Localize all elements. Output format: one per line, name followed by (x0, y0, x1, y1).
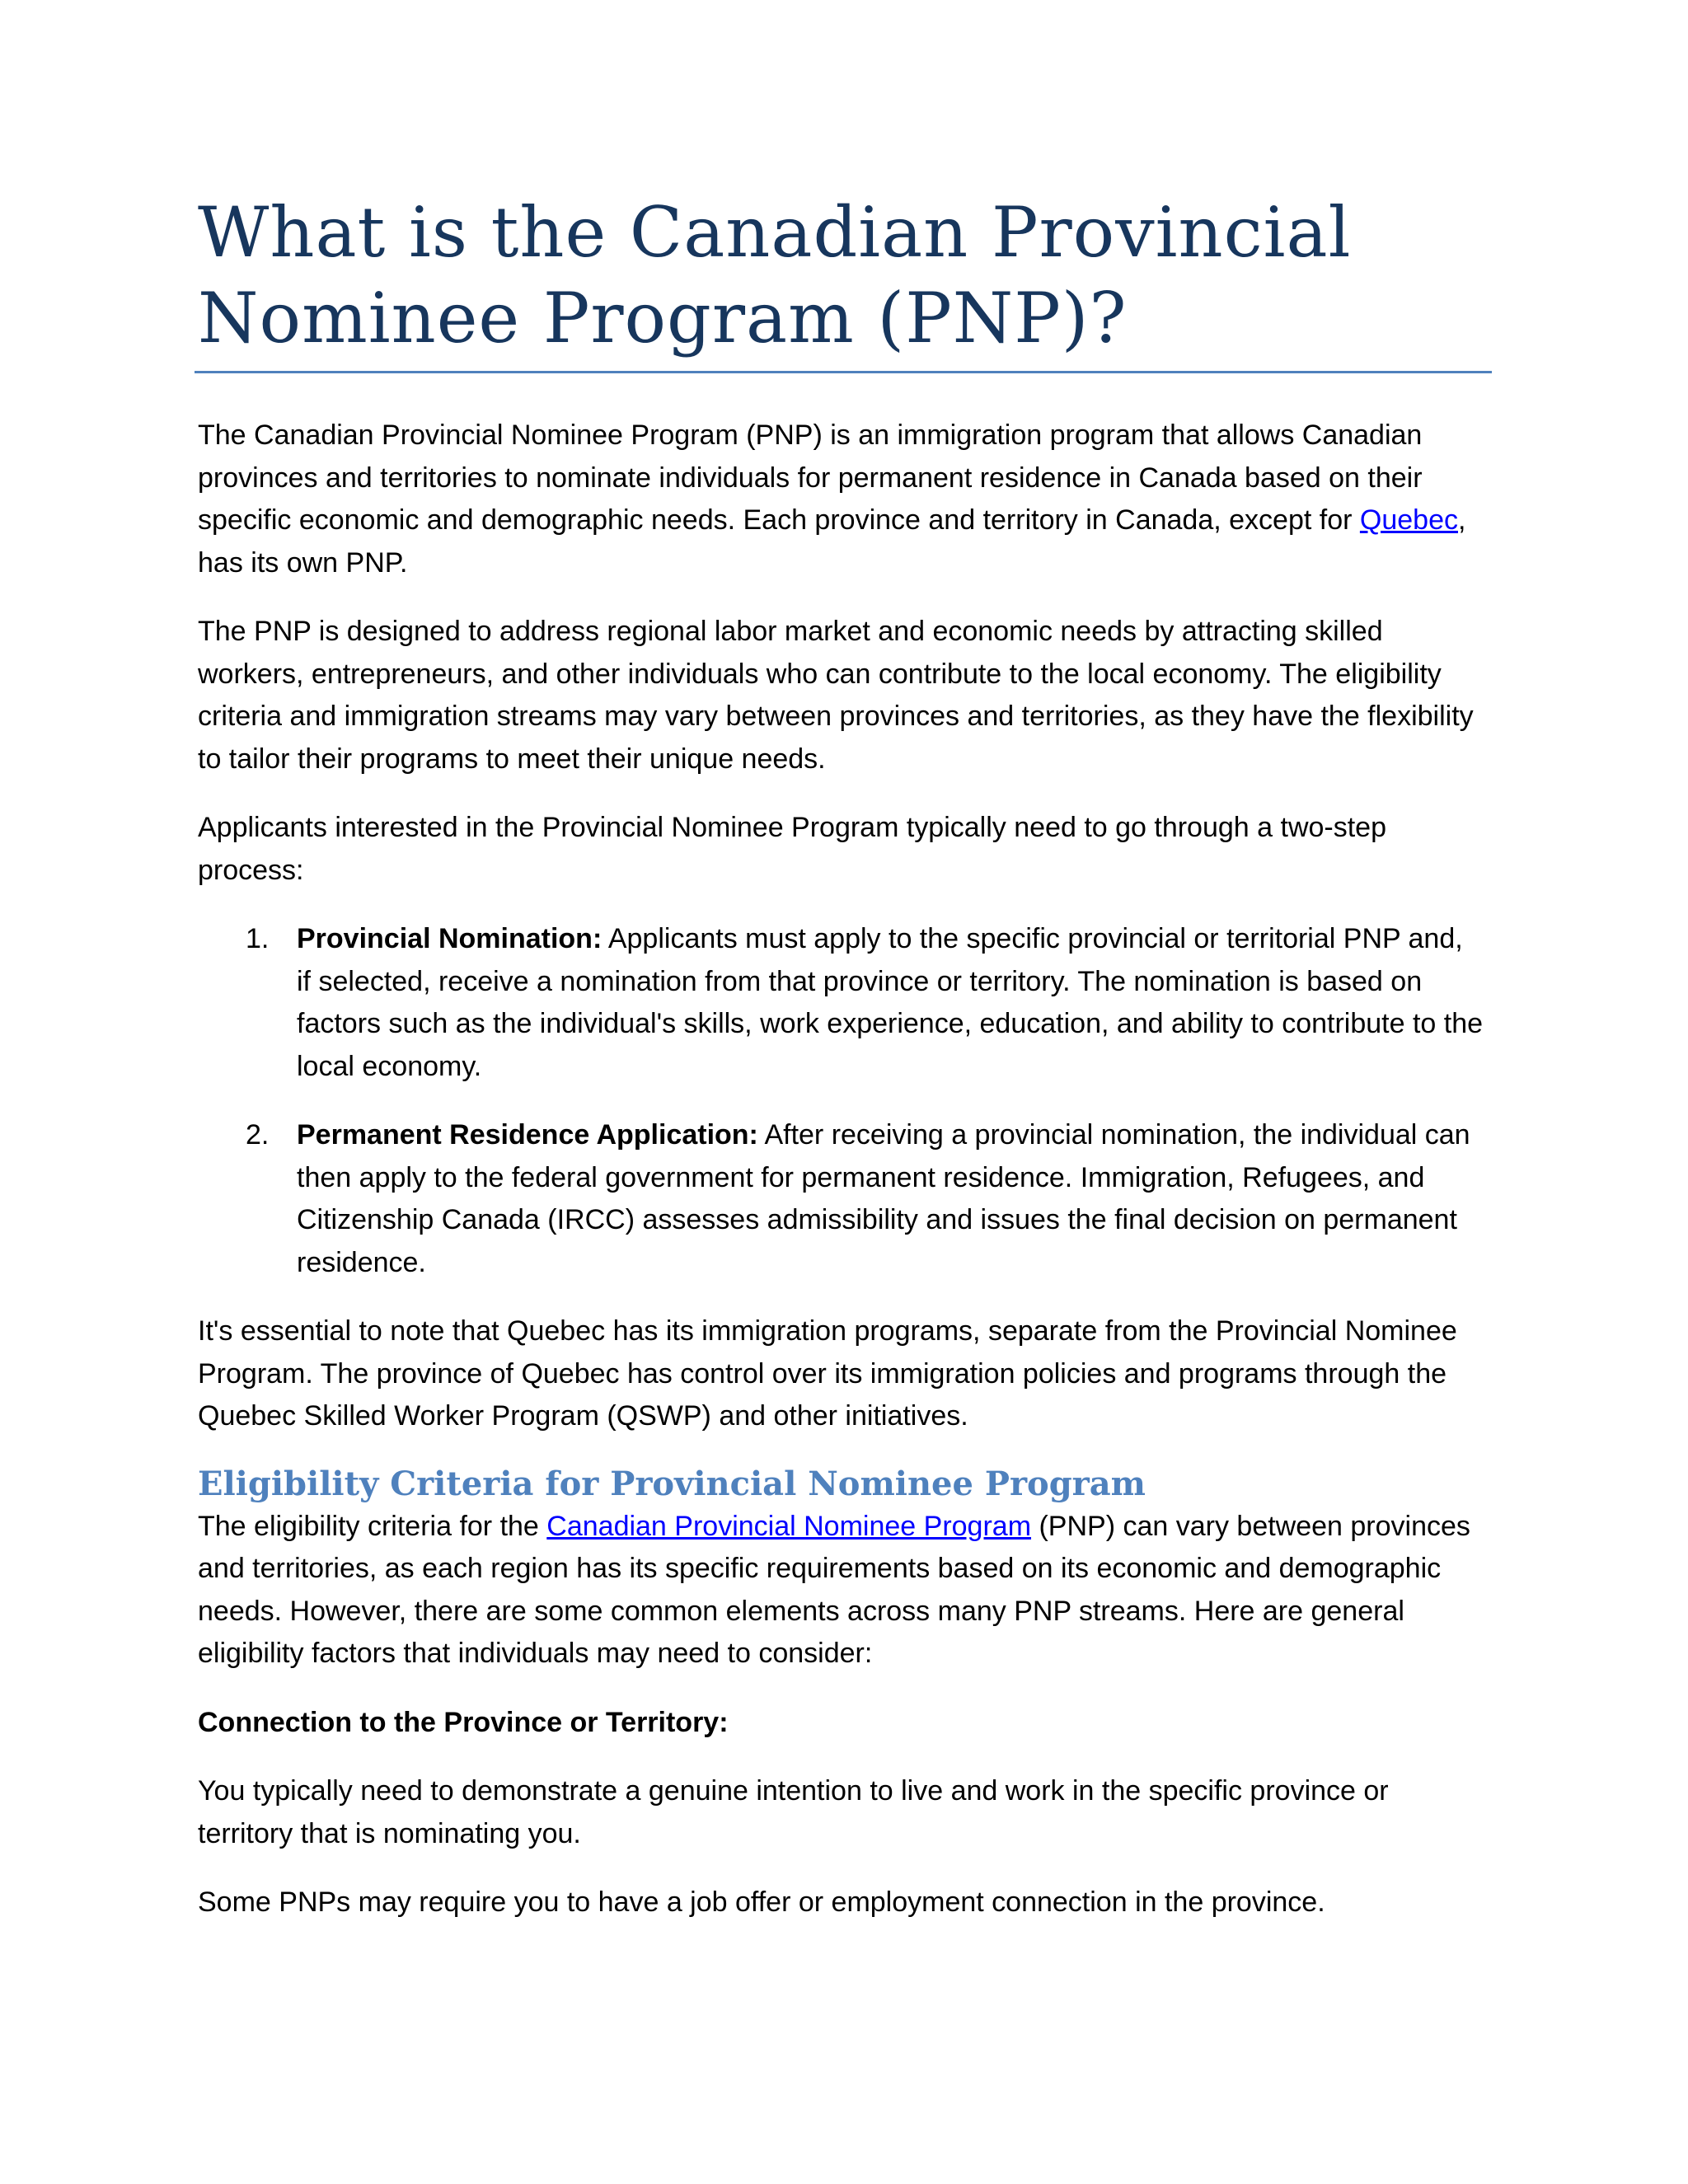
page-title: What is the Canadian Provincial Nominee Program (PNP)? (198, 192, 1352, 359)
two-step-intro-paragraph: Applicants interested in the Provincial Nominee Program typically need to go through a two-step process: (198, 812, 1386, 886)
connection-subheading: Connection to the Province or Territory: (198, 1706, 729, 1738)
intro-paragraph (198, 415, 1484, 584)
canadian-pnp-link[interactable]: Canadian Provincial Nominee Program (546, 1510, 1032, 1542)
intro-text-after-link: , has its own PNP. (198, 504, 1466, 579)
section-heading-eligibility: Eligibility Criteria for Provincial Nominee Program (198, 1464, 1146, 1503)
quebec-note-paragraph: It's essential to note that Quebec has its immigration programs, separate from the Provincial Nominee Program. The province of Quebec has control over its immigration policies and programs through the Quebec Skilled Worker Program (QSWP) and other initiatives. (198, 1315, 1457, 1432)
eligibility-paragraph (198, 1506, 1484, 1675)
steps-list (198, 918, 1484, 1284)
job-offer-paragraph: Some PNPs may require you to have a job offer or employment connection in the province. (198, 1886, 1325, 1918)
step-heading: Permanent Residence Application: (297, 1119, 758, 1151)
step-number: 2. (246, 1119, 270, 1151)
pnp-design-paragraph: The PNP is designed to address regional labor market and economic needs by attracting skilled workers, entrepreneurs, and other individuals who can contribute to the local economy. The eligibility criteria and immigration streams may vary between provinces and territories, as they have the flexibility to tailor their programs to meet their unique needs. (198, 616, 1474, 775)
step-heading: Provincial Nomination: (297, 923, 603, 954)
eligibility-text-after-link: (PNP) can vary between provinces and territories, as each region has its specific requirements based on its economic and demographic needs. However, there are some common elements across many PNP streams. Here are general eligibility factors that individuals may need to consider: (198, 1510, 1470, 1669)
intention-paragraph: You typically need to demonstrate a genuine intention to live and work in the specific province or territory that is nominating you. (198, 1775, 1389, 1849)
quebec-link[interactable]: Quebec (1359, 504, 1458, 536)
step-item-provincial-nomination (198, 918, 1484, 1088)
step-text: Applicants must apply to the specific provincial or territorial PNP and, if selected, receive a nomination from that province or territory. The nomination is based on factors such as the individual's skills, work experience, education, and ability to contribute to the local economy. (297, 923, 1484, 1082)
step-text: After receiving a provincial nomination, the individual can then apply to the federal government for permanent residence. Immigration, Refugees, and Citizenship Canada (IRCC) assesses admissibility and issues the final decision on permanent residence. (297, 1119, 1470, 1278)
intro-text-before-link: The Canadian Provincial Nominee Program (PNP) is an immigration program that allows Canadian provinces and territories to nominate individuals for permanent residence in Canada based on their specific economic and demographic needs. Each province and territory in Canada, except for (198, 419, 1423, 536)
step-number: 1. (246, 923, 270, 954)
step-item-permanent-residence (198, 1114, 1484, 1284)
eligibility-text-before-link: The eligibility criteria for the (198, 1510, 547, 1542)
document-page (198, 190, 1484, 1924)
title-underline-rule (195, 371, 1492, 373)
